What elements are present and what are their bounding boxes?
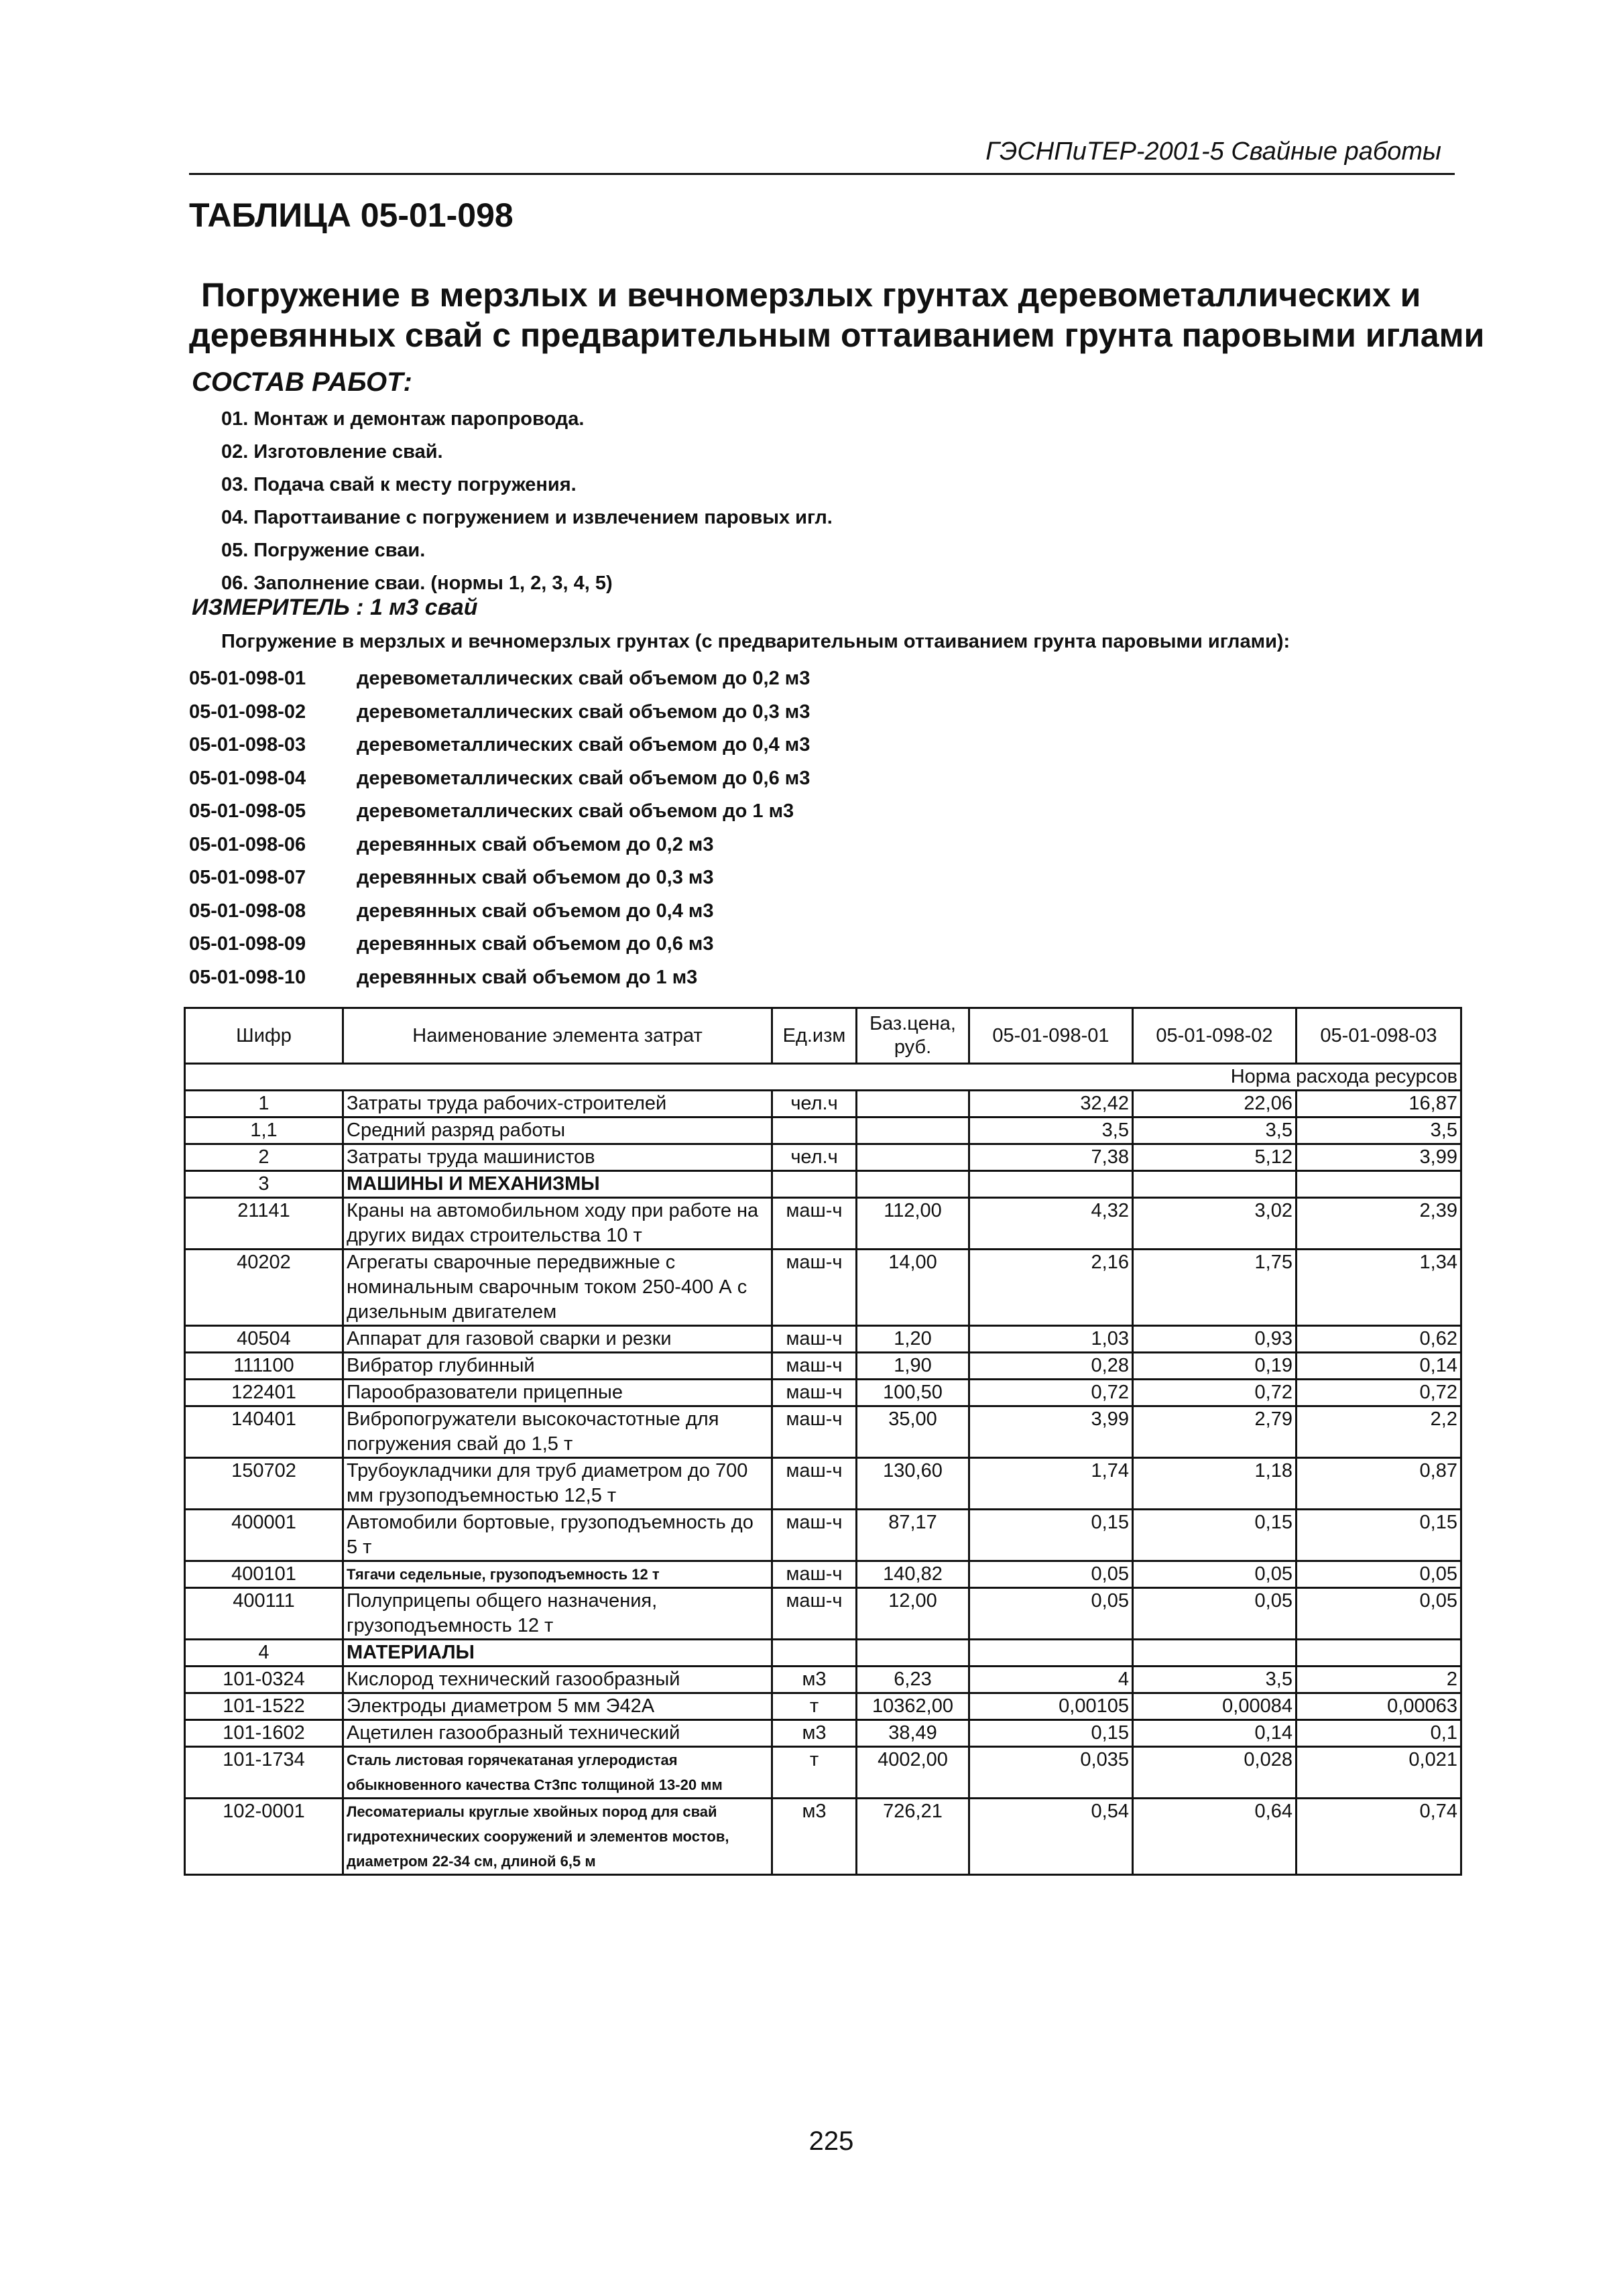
row-value-1: 0,15 [969,1720,1133,1747]
row-name: Ацетилен газообразный технический [343,1720,772,1747]
norm-item [189,928,810,961]
section-heading-line-2: деревянных свай с предварительным оттаиванием грунта паровыми иглами [189,316,1485,354]
work-item: 06. Заполнение сваи. (нормы 1, 2, 3, 4, 5) [221,572,613,594]
norm-text: деревометаллических свай объемом до 0,6 м3 [357,767,810,789]
row-name: Лесоматериалы круглые хвойных пород для свай гидротехнических сооружений и элементов мостов, диаметром 22-34 см, длиной 6,5 м [343,1799,772,1875]
row-value-3: 0,72 [1297,1380,1461,1406]
row-value-3: 3,5 [1297,1117,1461,1144]
row-unit: м3 [772,1720,857,1747]
row-value-1: 7,38 [969,1144,1133,1171]
row-value-2: 3,5 [1133,1667,1297,1693]
work-item: 02. Изготовление свай. [221,441,443,463]
row-code: 4 [185,1640,343,1667]
row-code: 400111 [185,1588,343,1640]
table-row [185,1171,1461,1198]
row-value-2: 0,93 [1133,1326,1297,1353]
row-name: Кислород технический газообразный [343,1667,772,1693]
row-value-1: 3,99 [969,1406,1133,1458]
row-price [857,1144,969,1171]
norm-item [189,829,810,862]
norm-text: деревянных свай объемом до 0,3 м3 [357,867,714,888]
row-value-2: 3,5 [1133,1117,1297,1144]
row-price: 87,17 [857,1510,969,1561]
row-value-2: 3,02 [1133,1198,1297,1250]
row-price [857,1171,969,1198]
row-price: 1,20 [857,1326,969,1353]
row-value-2: 0,028 [1133,1747,1297,1799]
row-value-1: 4,32 [969,1198,1133,1250]
row-unit [772,1171,857,1198]
norm-code: 05-01-098-01 [189,668,306,689]
row-value-3: 0,14 [1297,1353,1461,1380]
row-unit: маш-ч [772,1561,857,1588]
row-code: 21141 [185,1198,343,1250]
row-value-1 [969,1171,1133,1198]
table-title: ТАБЛИЦА 05-01-098 [189,196,514,234]
row-name: Затраты труда машинистов [343,1144,772,1171]
row-value-1: 1,74 [969,1458,1133,1510]
row-unit [772,1640,857,1667]
row-value-2: 0,15 [1133,1510,1297,1561]
row-value-2: 0,14 [1133,1720,1297,1747]
row-value-3 [1297,1640,1461,1667]
work-item: 04. Пароттаивание с погружением и извлечением паровых игл. [221,507,833,528]
row-price [857,1640,969,1667]
header-unit: Ед.изм [772,1008,857,1064]
row-value-1: 3,5 [969,1117,1133,1144]
table-row [185,1117,1461,1144]
row-unit: маш-ч [772,1198,857,1250]
composition-title: СОСТАВ РАБОТ: [192,367,412,397]
row-unit: м3 [772,1667,857,1693]
row-code: 140401 [185,1406,343,1458]
row-code: 1 [185,1091,343,1117]
row-value-3: 2,2 [1297,1406,1461,1458]
norm-item [189,696,810,729]
row-value-2: 5,12 [1133,1144,1297,1171]
work-item: 03. Подача свай к месту погружения. [221,474,577,495]
row-code: 101-1734 [185,1747,343,1799]
row-code: 101-0324 [185,1667,343,1693]
row-code: 40504 [185,1326,343,1353]
table-row [185,1250,1461,1326]
row-price: 112,00 [857,1198,969,1250]
row-name: Тягачи седельные, грузоподъемность 12 т [343,1561,772,1588]
row-value-2: 1,75 [1133,1250,1297,1326]
norm-text: деревометаллических свай объемом до 1 м3 [357,800,794,822]
norm-code: 05-01-098-08 [189,900,306,922]
row-name: МАТЕРИАЛЫ [343,1640,772,1667]
row-name: Электроды диаметром 5 мм Э42А [343,1693,772,1720]
row-unit: маш-ч [772,1588,857,1640]
row-value-1: 0,54 [969,1799,1133,1875]
row-value-1: 0,05 [969,1588,1133,1640]
norm-text: деревянных свай объемом до 0,2 м3 [357,833,714,855]
row-value-1: 4 [969,1667,1133,1693]
page-number: 225 [808,2126,854,2156]
table-row [185,1588,1461,1640]
header-norm-1: 05-01-098-01 [969,1008,1133,1064]
row-name: Вибропогружатели высокочастотные для погружения свай до 1,5 т [343,1406,772,1458]
row-unit [772,1117,857,1144]
row-code: 400101 [185,1561,343,1588]
row-price: 1,90 [857,1353,969,1380]
table-row [185,1198,1461,1250]
table-row [185,1693,1461,1720]
header-norm-2: 05-01-098-02 [1133,1008,1297,1064]
row-price: 6,23 [857,1667,969,1693]
row-unit: чел.ч [772,1091,857,1117]
row-value-1: 0,28 [969,1353,1133,1380]
norm-item [189,961,810,995]
row-value-1: 0,05 [969,1561,1133,1588]
table-header-row [185,1008,1461,1064]
row-unit: т [772,1747,857,1799]
row-name: Затраты труда рабочих-строителей [343,1091,772,1117]
row-value-3: 0,15 [1297,1510,1461,1561]
norm-text: деревянных свай объемом до 0,4 м3 [357,900,714,922]
table-row [185,1380,1461,1406]
row-value-3: 0,05 [1297,1561,1461,1588]
row-price: 100,50 [857,1380,969,1406]
row-name: Агрегаты сварочные передвижные с номинальным сварочным током 250-400 А с дизельным двигателем [343,1250,772,1326]
norm-label-row [185,1064,1461,1091]
table-row [185,1720,1461,1747]
row-value-1: 2,16 [969,1250,1133,1326]
table-row [185,1640,1461,1667]
row-unit: маш-ч [772,1406,857,1458]
header-divider [189,173,1455,175]
row-value-3: 0,021 [1297,1747,1461,1799]
row-unit: т [772,1693,857,1720]
row-value-1: 0,035 [969,1747,1133,1799]
row-unit: маш-ч [772,1326,857,1353]
row-value-2 [1133,1640,1297,1667]
row-name: Вибратор глубинный [343,1353,772,1380]
row-value-2: 1,18 [1133,1458,1297,1510]
norm-text: деревянных свай объемом до 1 м3 [357,966,698,988]
table-row [185,1799,1461,1875]
row-price: 4002,00 [857,1747,969,1799]
row-price: 35,00 [857,1406,969,1458]
row-code: 111100 [185,1353,343,1380]
row-value-2: 0,05 [1133,1588,1297,1640]
norm-item [189,662,810,696]
table-row [185,1747,1461,1799]
norm-code: 05-01-098-06 [189,833,306,855]
table-row [185,1091,1461,1117]
row-name: МАШИНЫ И МЕХАНИЗМЫ [343,1171,772,1198]
row-name: Полуприцепы общего назначения, грузоподъемность 12 т [343,1588,772,1640]
row-value-2 [1133,1171,1297,1198]
row-price [857,1091,969,1117]
row-code: 102-0001 [185,1799,343,1875]
row-name: Автомобили бортовые, грузоподъемность до 5 т [343,1510,772,1561]
row-price: 14,00 [857,1250,969,1326]
norms-intro: Погружение в мерзлых и вечномерзлых грунтах (с предварительным оттаиванием грунта паровыми иглами): [221,631,1290,652]
row-value-2: 0,00084 [1133,1693,1297,1720]
row-price: 38,49 [857,1720,969,1747]
row-code: 40202 [185,1250,343,1326]
document-title: ГЭСНПиТЕР-2001-5 Свайные работы [985,137,1441,166]
row-value-1: 0,00105 [969,1693,1133,1720]
table-row [185,1326,1461,1353]
row-value-3: 0,05 [1297,1588,1461,1640]
norm-list [189,662,810,994]
norm-code: 05-01-098-07 [189,867,306,888]
row-name: Аппарат для газовой сварки и резки [343,1326,772,1353]
norm-text: деревометаллических свай объемом до 0,2 м3 [357,668,810,689]
row-name: Средний разряд работы [343,1117,772,1144]
row-unit: м3 [772,1799,857,1875]
row-name: Парообразователи прицепные [343,1380,772,1406]
row-value-3: 0,87 [1297,1458,1461,1510]
norm-code: 05-01-098-10 [189,966,306,988]
table-row [185,1353,1461,1380]
table-row [185,1406,1461,1458]
row-code: 2 [185,1144,343,1171]
row-price: 140,82 [857,1561,969,1588]
table-row [185,1458,1461,1510]
row-unit: маш-ч [772,1250,857,1326]
row-price: 130,60 [857,1458,969,1510]
row-code: 150702 [185,1458,343,1510]
norm-text: деревометаллических свай объемом до 0,4 м3 [357,734,810,756]
row-value-3: 0,74 [1297,1799,1461,1875]
row-price: 12,00 [857,1588,969,1640]
norm-item [189,762,810,796]
norm-item [189,729,810,762]
row-unit: маш-ч [772,1380,857,1406]
row-price: 726,21 [857,1799,969,1875]
row-value-1: 32,42 [969,1091,1133,1117]
norm-item [189,861,810,895]
row-unit: маш-ч [772,1458,857,1510]
row-name: Сталь листовая горячекатаная углеродистая обыкновенного качества Ст3пс толщиной 13-20 мм [343,1747,772,1799]
row-unit: маш-ч [772,1353,857,1380]
work-item: 01. Монтаж и демонтаж паропровода. [221,408,585,430]
work-composition-list [221,403,833,600]
row-value-3: 3,99 [1297,1144,1461,1171]
row-value-3: 2,39 [1297,1198,1461,1250]
row-value-1: 0,72 [969,1380,1133,1406]
row-value-1: 0,15 [969,1510,1133,1561]
row-value-3: 0,1 [1297,1720,1461,1747]
table-row [185,1144,1461,1171]
row-unit: маш-ч [772,1510,857,1561]
row-name: Трубоукладчики для труб диаметром до 700 мм грузоподъемностью 12,5 т [343,1458,772,1510]
row-code: 3 [185,1171,343,1198]
norm-code: 05-01-098-09 [189,933,306,955]
norm-code: 05-01-098-04 [189,767,306,789]
norm-label: Норма расхода ресурсов [185,1064,1461,1091]
row-code: 101-1602 [185,1720,343,1747]
row-price: 10362,00 [857,1693,969,1720]
row-code: 101-1522 [185,1693,343,1720]
row-value-1 [969,1640,1133,1667]
row-value-2: 22,06 [1133,1091,1297,1117]
norm-item [189,895,810,928]
row-value-3 [1297,1171,1461,1198]
resource-table [184,1007,1462,1876]
header-code: Шифр [185,1008,343,1064]
work-item: 05. Погружение сваи. [221,540,426,561]
row-unit: чел.ч [772,1144,857,1171]
row-value-2: 0,72 [1133,1380,1297,1406]
row-value-3: 16,87 [1297,1091,1461,1117]
row-value-3: 0,62 [1297,1326,1461,1353]
row-code: 122401 [185,1380,343,1406]
header-norm-3: 05-01-098-03 [1297,1008,1461,1064]
header-name: Наименование элемента затрат [343,1008,772,1064]
row-value-1: 1,03 [969,1326,1133,1353]
norm-text: деревянных свай объемом до 0,6 м3 [357,933,714,955]
row-value-3: 1,34 [1297,1250,1461,1326]
norm-code: 05-01-098-03 [189,734,306,756]
row-value-2: 2,79 [1133,1406,1297,1458]
row-value-3: 2 [1297,1667,1461,1693]
measure-unit: ИЗМЕРИТЕЛЬ : 1 м3 свай [192,595,478,620]
norm-code: 05-01-098-02 [189,701,306,723]
norm-text: деревометаллических свай объемом до 0,3 м3 [357,701,810,723]
row-value-2: 0,05 [1133,1561,1297,1588]
row-value-2: 0,64 [1133,1799,1297,1875]
section-heading [189,275,1485,355]
row-value-3: 0,00063 [1297,1693,1461,1720]
norm-code: 05-01-098-05 [189,800,306,822]
header-price: Баз.цена, руб. [857,1008,969,1064]
row-code: 1,1 [185,1117,343,1144]
table-row [185,1561,1461,1588]
table-row [185,1510,1461,1561]
section-heading-line-1: Погружение в мерзлых и вечномерзлых грунтах деревометаллических и [201,276,1421,314]
row-name: Краны на автомобильном ходу при работе на других видах строительства 10 т [343,1198,772,1250]
norm-item [189,795,810,829]
row-code: 400001 [185,1510,343,1561]
row-value-2: 0,19 [1133,1353,1297,1380]
table-row [185,1667,1461,1693]
row-price [857,1117,969,1144]
